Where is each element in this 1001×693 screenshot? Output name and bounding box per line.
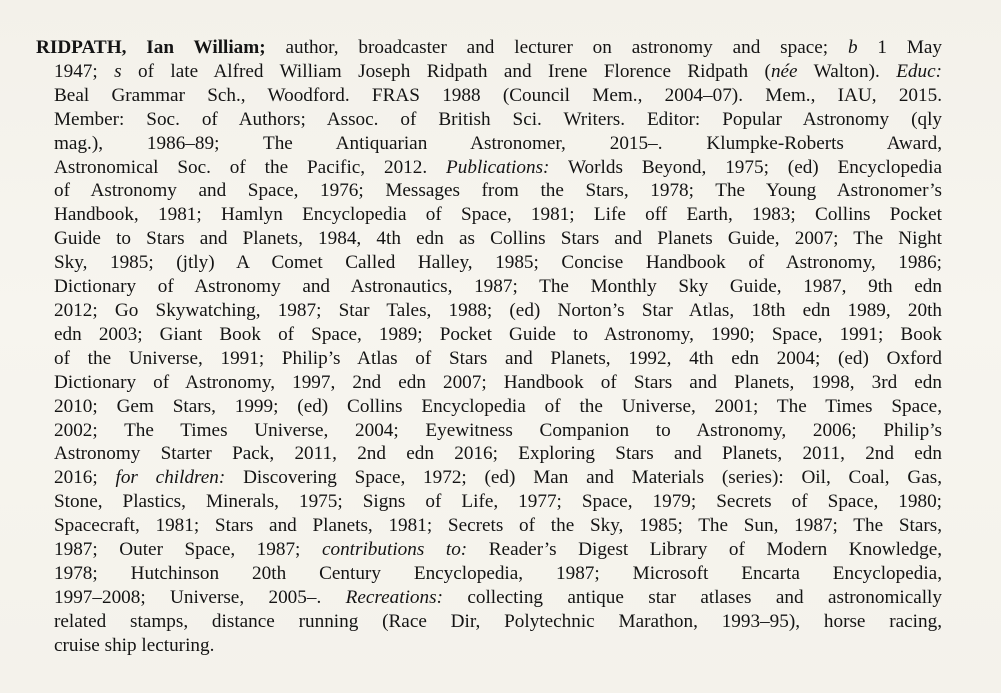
entry-line — [36, 323, 942, 347]
entry-text: 1987; Outer Space, 1987; — [54, 539, 322, 561]
entry-text: Astronomical Soc. of the Pacific, 2012. — [54, 156, 447, 178]
entry-text: Spacecraft, 1981; Stars and Planets, 1981; Secrets of the Sky, 1985; The Sun, 1987; The Stars, — [54, 515, 942, 537]
entry-text: Sky, 1985; (jtly) A Comet Called Halley, 1985; Concise Handbook of Astronomy, 1986; — [54, 252, 942, 274]
entry-line — [36, 156, 942, 180]
entry-italic-text: née — [770, 60, 798, 82]
entry-line — [36, 108, 942, 132]
entry-text: Walton). — [797, 60, 897, 82]
entry-line — [36, 490, 942, 514]
entry-text: 1997–2008; Universe, 2005–. — [54, 586, 346, 608]
entry-line — [36, 275, 942, 299]
entry-line — [36, 84, 942, 108]
entry-line — [36, 227, 942, 251]
entry-italic-text: s — [114, 60, 122, 82]
entry-text: author, broadcaster and lecturer on astronomy and space; — [265, 37, 848, 58]
entry-line — [36, 514, 942, 538]
entry-text: Stone, Plastics, Minerals, 1975; Signs of Life, 1977; Space, 1979; Secrets of Space, 1980; — [54, 491, 942, 513]
entry-text: cruise ship lecturing. — [54, 634, 215, 656]
entry-text: of late Alfred William Joseph Ridpath and Irene Florence Ridpath ( — [121, 60, 771, 82]
entry-name: RIDPATH, Ian William; — [36, 37, 266, 58]
entry-text: of Astronomy and Space, 1976; Messages from the Stars, 1978; The Young Astronomer’s — [54, 180, 942, 202]
entry-line — [36, 36, 942, 60]
entry-italic-text: b — [847, 37, 858, 58]
entry-line — [36, 60, 942, 84]
entry-text: 2016; — [54, 467, 116, 489]
entry-text: Discovering Space, 1972; (ed) Man and Materials (series): Oil, Coal, Gas, — [225, 467, 942, 489]
entry-line — [36, 586, 942, 610]
entry-line — [36, 299, 942, 323]
entry-line — [36, 610, 942, 634]
entry-italic-text: Recreations: — [345, 586, 443, 608]
entry-text: of the Universe, 1991; Philip’s Atlas of Stars and Planets, 1992, 4th edn 2004; (ed) Oxford — [54, 347, 942, 369]
entry-text: Member: Soc. of Authors; Assoc. of British Sci. Writers. Editor: Popular Astronomy (qly — [54, 108, 942, 130]
entry-line — [36, 562, 942, 586]
entry-text: Handbook, 1981; Hamlyn Encyclopedia of Space, 1981; Life off Earth, 1983; Collins Pocket — [54, 204, 942, 226]
entry-text: 2010; Gem Stars, 1999; (ed) Collins Encyclopedia of the Universe, 2001; The Times Space, — [54, 395, 942, 417]
entry-text: 1 May — [857, 37, 943, 58]
entry-line — [36, 395, 942, 419]
entry-line — [36, 179, 942, 203]
entry-text: edn 2003; Giant Book of Space, 1989; Pocket Guide to Astronomy, 1990; Space, 1991; Book — [54, 323, 942, 345]
entry-text: 1978; Hutchinson 20th Century Encyclopedia, 1987; Microsoft Encarta Encyclopedia, — [54, 562, 942, 584]
entry-italic-text: for children: — [115, 467, 226, 489]
entry-text: Beal Grammar Sch., Woodford. FRAS 1988 (Council Mem., 2004–07). Mem., IAU, 2015. — [54, 84, 942, 106]
entry-text: Dictionary of Astronomy, 1997, 2nd edn 2007; Handbook of Stars and Planets, 1998, 3rd edn — [54, 371, 942, 393]
entry-text: mag.), 1986–89; The Antiquarian Astronomer, 2015–. Klumpke-Roberts Award, — [54, 132, 942, 154]
entry-line — [36, 466, 942, 490]
entry-line — [36, 538, 942, 562]
entry-line — [36, 132, 942, 156]
entry-text: 2002; The Times Universe, 2004; Eyewitness Companion to Astronomy, 2006; Philip’s — [54, 419, 942, 441]
entry-line — [36, 634, 942, 658]
entry-line — [36, 419, 942, 443]
entry-line — [36, 442, 942, 466]
entry-line — [36, 251, 942, 275]
entry-line — [36, 371, 942, 395]
biography-entry — [36, 36, 942, 658]
entry-text: 1947; — [54, 60, 115, 82]
entry-text: Reader’s Digest Library of Modern Knowledge, — [467, 539, 943, 561]
entry-italic-text: Educ: — [896, 60, 943, 82]
entry-italic-text: Publications: — [446, 156, 550, 178]
entry-italic-text: contributions to: — [321, 539, 468, 561]
entry-text: Guide to Stars and Planets, 1984, 4th edn as Collins Stars and Planets Guide, 2007; The Night — [54, 228, 942, 250]
entry-line — [36, 203, 942, 227]
entry-text: 2012; Go Skywatching, 1987; Star Tales, 1988; (ed) Norton’s Star Atlas, 18th edn 1989, 20th — [54, 299, 942, 321]
entry-text: related stamps, distance running (Race Dir, Polytechnic Marathon, 1993–95), horse racing, — [54, 610, 942, 632]
entry-text: Dictionary of Astronomy and Astronautics, 1987; The Monthly Sky Guide, 1987, 9th edn — [54, 276, 942, 298]
entry-text: collecting antique star atlases and astronomically — [442, 586, 942, 608]
entry-line — [36, 347, 942, 371]
entry-text: Astronomy Starter Pack, 2011, 2nd edn 2016; Exploring Stars and Planets, 2011, 2nd edn — [54, 443, 942, 465]
entry-text: Worlds Beyond, 1975; (ed) Encyclopedia — [549, 156, 942, 178]
